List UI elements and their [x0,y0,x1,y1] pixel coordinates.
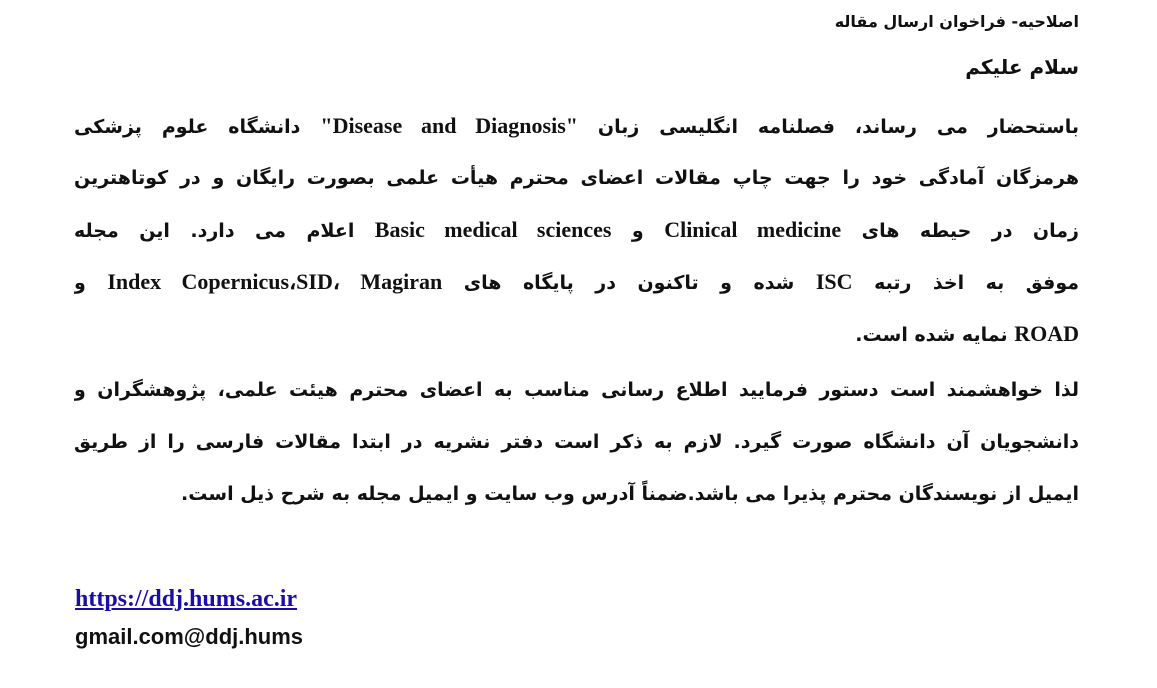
field-clinical-medicine: Clinical medicine [664,217,842,242]
paragraph-line [74,256,1079,308]
text-run: موفق به اخذ رتبه [852,272,1079,294]
paragraph-line: لذا خواهشمند است دستور فرمایید اطلاع رسانی مناسب به اعضای محترم هیئت علمی، پژوهشگران و [74,379,1079,401]
paragraph-line [74,204,1079,256]
text-run: نمایه شده است. [855,324,1015,346]
website-link[interactable]: https://ddj.hums.ac.ir [75,586,298,612]
text-run: باستحضار می رساند، فصلنامه انگلیسی زبان [577,116,1079,138]
text-run: دانشگاه علوم پزشکی [74,116,321,138]
paragraph-line [74,100,1079,152]
text-run: و [611,220,665,242]
text-run: و [74,272,108,294]
greeting-line: سلام علیکم [965,55,1079,79]
paragraph-line: ایمیل از نویسندگان محترم پذیرا می باشد.ضمناً آدرس وب سایت و ایمیل مجله به شرح ذیل است. [181,483,1079,505]
field-basic-medical-sciences: Basic medical sciences [374,217,612,242]
journal-email: gmail.com@ddj.hums [75,624,304,649]
text-run: اعلام می دارد. این مجله [74,220,375,242]
index-databases: Index Copernicus،SID، Magiran [107,269,443,294]
paragraph-line [74,308,1079,360]
paragraph-request [74,364,1079,520]
text-run: شده و تاکنون در پایگاه های [442,272,816,294]
journal-name: "Disease and Diagnosis" [320,113,578,138]
road-label: ROAD [1014,321,1079,346]
document-heading: اصلاحیه- فراخوان ارسال مقاله [834,12,1079,31]
text-run: زمان در حیطه های [841,220,1079,242]
paragraph-line: دانشجویان آن دانشگاه صورت گیرد. لازم به ذکر است دفتر نشریه در ابتدا مقالات فارسی را از طریق [74,431,1079,453]
isc-label: ISC [815,269,853,294]
paragraph-line: هرمزگان آمادگی خود را جهت چاپ مقالات اعضای محترم هیأت علمی بصورت رایگان و در کوتاهترین [74,167,1079,189]
paragraph-announcement [74,100,1079,360]
